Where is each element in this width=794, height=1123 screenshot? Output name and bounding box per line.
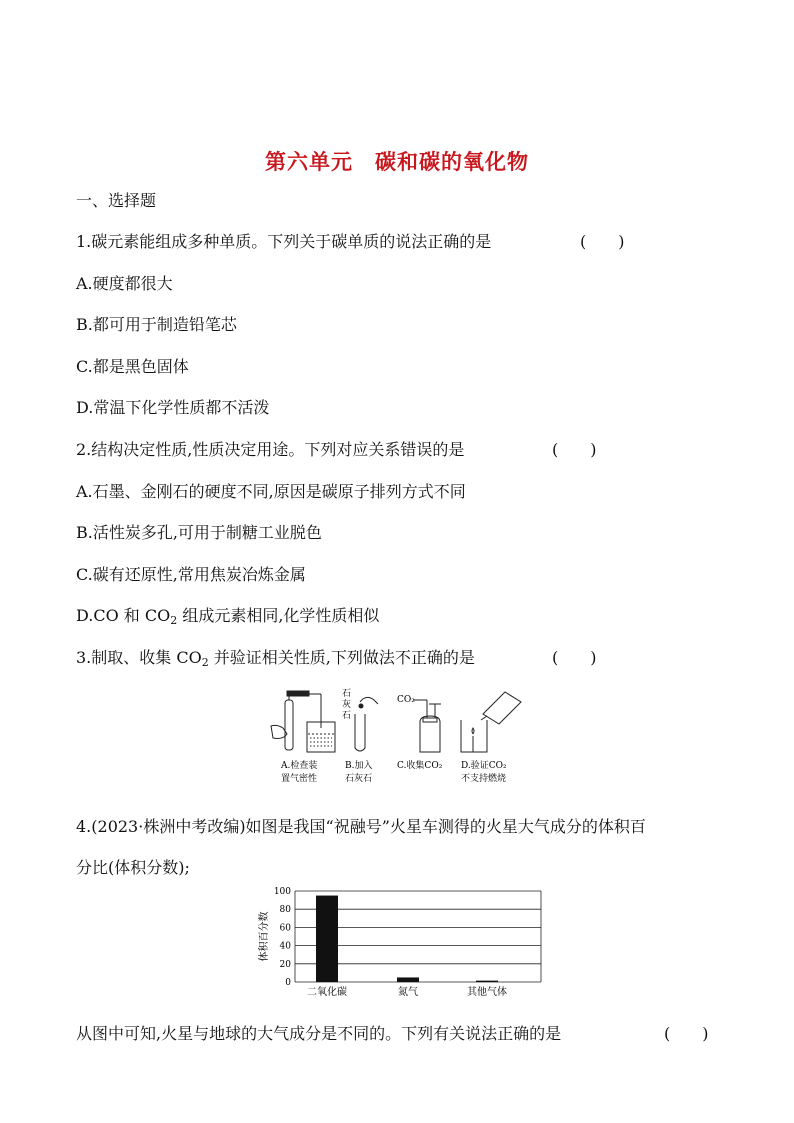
bar-0	[316, 896, 338, 982]
section-heading: 一、选择题	[76, 191, 157, 210]
q4-answer-paren: ( )	[664, 1024, 709, 1043]
q2-option-a: A.石墨、金刚石的硬度不同,原因是碳原子排列方式不同	[76, 482, 466, 501]
label-stone-2: 灰	[342, 700, 352, 710]
q2-option-d: D.CO 和 $CO_2$ 组成元素相同,化学性质相似	[76, 606, 380, 627]
q4-question: 从图中可知,火星与地球的大气成分是不同的。下列有关说法正确的是	[76, 1024, 562, 1043]
chart-bars	[316, 896, 498, 982]
caption-a-line2: 置气密性	[281, 774, 318, 784]
category-label-1: 氮气	[398, 987, 418, 998]
q2-stem: 2.结构决定性质,性质决定用途。下列对应关系错误的是	[76, 440, 465, 459]
q1-option-c: C.都是黑色固体	[76, 357, 189, 376]
q1-option-b: B.都可用于制造铅笔芯	[76, 315, 237, 334]
q4-stem-line2: 分比(体积分数);	[76, 858, 190, 877]
caption-a-line1: A.检查装	[281, 761, 318, 771]
q2-option-b: B.活性炭多孔,可用于制糖工业脱色	[76, 523, 322, 542]
q2-answer-paren: ( )	[552, 440, 597, 459]
chart-y-axis-label: 体积百分数	[259, 911, 270, 962]
apparatus-c-gas-bottle	[413, 700, 441, 752]
label-co2: CO₂	[397, 695, 415, 705]
bar-2	[476, 981, 498, 982]
y-tick-label: 40	[279, 941, 291, 952]
y-tick-label: 100	[273, 887, 291, 897]
q3-stem: 3.制取、收集 $CO_2$ 并验证相关性质,下列做法不正确的是	[76, 648, 475, 669]
apparatus-a-airtight-check	[271, 691, 335, 752]
y-tick-label: 60	[279, 923, 291, 934]
chart-category-labels	[307, 985, 507, 998]
q1-stem: 1.碳元素能组成多种单质。下列关于碳单质的说法正确的是	[76, 232, 492, 251]
label-stone-3: 石	[342, 711, 352, 721]
q2-option-c: C.碳有还原性,常用焦炭冶炼金属	[76, 565, 306, 584]
mars-atmosphere-bar-chart	[255, 884, 550, 1002]
apparatus-d-beaker-candle	[461, 692, 521, 752]
caption-b-line2: 石灰石	[345, 774, 373, 784]
y-tick-label: 80	[279, 905, 291, 916]
caption-d-line1: D.验证CO₂	[461, 761, 507, 771]
q1-option-d: D.常温下化学性质都不活泼	[76, 398, 270, 417]
lab-apparatus-figure	[265, 688, 535, 790]
bar-1	[397, 977, 419, 982]
q1-answer-paren: ( )	[580, 232, 625, 251]
caption-d-line2: 不支持燃烧	[461, 774, 507, 784]
q3-answer-paren: ( )	[552, 648, 597, 667]
label-stone-1: 石	[342, 689, 352, 699]
category-label-2: 其他气体	[467, 987, 507, 998]
page-title: 第六单元 碳和碳的氧化物	[265, 150, 529, 174]
y-tick-label: 0	[285, 978, 291, 988]
apparatus-b-test-tube	[355, 697, 378, 751]
chart-y-ticks	[274, 887, 291, 988]
q1-option-a: A.硬度都很大	[76, 274, 173, 293]
caption-b-line1: B.加入	[345, 761, 373, 771]
category-label-0: 二氧化碳	[307, 987, 347, 998]
q4-stem-line1: 4.(2023·株洲中考改编)如图是我国“祝融号”火星车测得的火星大气成分的体积百	[76, 817, 646, 836]
caption-c: C.收集CO₂	[397, 761, 443, 771]
y-tick-label: 20	[279, 959, 291, 970]
